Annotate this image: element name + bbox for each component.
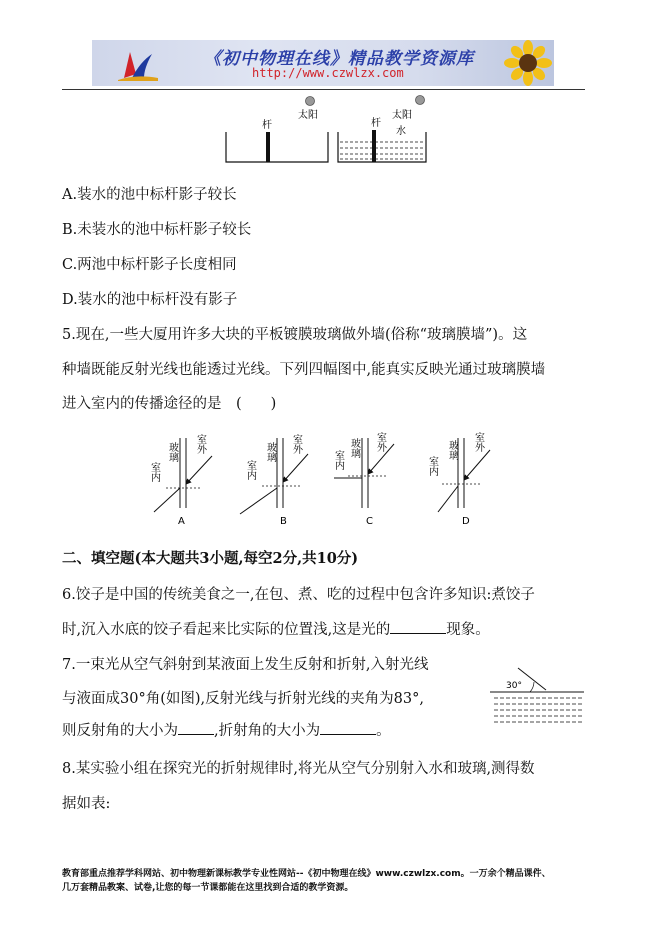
q6-text-after: 现象。 — [446, 622, 490, 638]
outdoor-label-a: 室外 — [194, 434, 206, 454]
footer-line-2: 几万套精品教案、试卷,让您的每一节课都能在这里找到合适的教学资源。 — [62, 883, 354, 893]
q7-text-b: ,折射角的大小为 — [214, 723, 321, 739]
footer-line-1: 教育部重点推荐学科网站、初中物理新课标教学专业性网站--《初中物理在线》www.czwlzx.com。一万余个精品课件、 — [62, 869, 551, 879]
outdoor-label-b: 室外 — [290, 434, 302, 454]
q5-line-2: 种墙既能反射光线也能透过光线。下列四幅图中,能真实反映光通过玻璃膜墙 — [62, 362, 546, 378]
q4-option-b: B.未装水的池中标杆影子较长 — [62, 222, 252, 238]
indoor-label-b: 室内 — [244, 460, 256, 480]
pole-label-right: 杆 — [371, 118, 381, 129]
glass-wall-figure — [140, 428, 520, 528]
q7-line-1: 7.一束光从空气斜射到某液面上发生反射和折射,入射光线 — [62, 657, 429, 673]
label-d: D — [462, 516, 470, 527]
q8-line-2: 据如表: — [62, 796, 111, 812]
q7-line-2: 与液面成30°角(如图),反射光线与折射光线的夹角为83°, — [62, 691, 424, 707]
q6-line-2 — [62, 618, 490, 639]
indoor-label-d: 室内 — [426, 456, 438, 476]
pools-figure — [220, 92, 440, 166]
glass-label-d: 玻璃 — [446, 440, 458, 460]
q7-refraction-blank[interactable] — [320, 721, 376, 735]
q6-text-before: 时,沉入水底的饺子看起来比实际的位置浅,这是光的 — [62, 622, 391, 638]
q4-option-c: C.两池中标杆影子长度相同 — [62, 257, 237, 273]
label-c: C — [366, 516, 373, 527]
outdoor-label-c: 室外 — [374, 432, 386, 452]
q6-line-1: 6.饺子是中国的传统美食之一,在包、煮、吃的过程中包含许多知识:煮饺子 — [62, 587, 535, 603]
site-logo-icon — [114, 44, 164, 84]
label-a: A — [178, 516, 185, 527]
sun-label-right: 太阳 — [392, 110, 412, 121]
q4-option-a: A.装水的池中标杆影子较长 — [62, 187, 237, 203]
water-label: 水 — [396, 126, 406, 137]
header-rule — [62, 89, 585, 90]
section-2-heading: 二、填空题(本大题共3小题,每空2分,共10分) — [62, 550, 359, 567]
sun-label-left: 太阳 — [298, 110, 318, 121]
q7-reflection-blank[interactable] — [178, 721, 214, 735]
q5-line-1: 5.现在,一些大厦用许多大块的平板镀膜玻璃做外墙(俗称“玻璃膜墙”)。这 — [62, 327, 528, 343]
sunflower-icon — [500, 40, 554, 86]
indoor-label-c: 室内 — [332, 450, 344, 470]
sun-icon — [306, 97, 315, 106]
glass-label-c: 玻璃 — [348, 438, 360, 458]
diagram-d — [427, 432, 491, 527]
angle-label: 30° — [506, 681, 522, 691]
diagram-b — [240, 434, 308, 527]
header-banner — [92, 40, 554, 86]
diagram-c — [333, 432, 395, 527]
outdoor-label-d: 室外 — [472, 432, 484, 452]
pole-label-left: 杆 — [262, 120, 272, 131]
header-url: http://www.czwlzx.com — [252, 66, 404, 80]
q5-line-3: 进入室内的传播途径的是 ( ) — [62, 396, 277, 412]
sun-icon — [416, 96, 425, 105]
liquid-surface-figure — [490, 664, 586, 726]
indoor-label-a: 室内 — [148, 462, 160, 482]
q7-text-a: 则反射角的大小为 — [62, 723, 178, 739]
q7-text-c: 。 — [376, 723, 391, 739]
q8-line-1: 8.某实验小组在探究光的折射规律时,将光从空气分别射入水和玻璃,测得数 — [62, 761, 535, 777]
q4-option-d: D.装水的池中标杆没有影子 — [62, 292, 238, 308]
label-b: B — [280, 516, 287, 527]
glass-label-a: 玻璃 — [166, 442, 178, 462]
glass-label-b: 玻璃 — [264, 442, 276, 462]
diagram-a — [149, 434, 213, 527]
header-title: 《初中物理在线》精品教学资源库 — [204, 49, 474, 69]
q7-line-3 — [62, 719, 391, 740]
q6-answer-blank[interactable] — [390, 620, 446, 634]
